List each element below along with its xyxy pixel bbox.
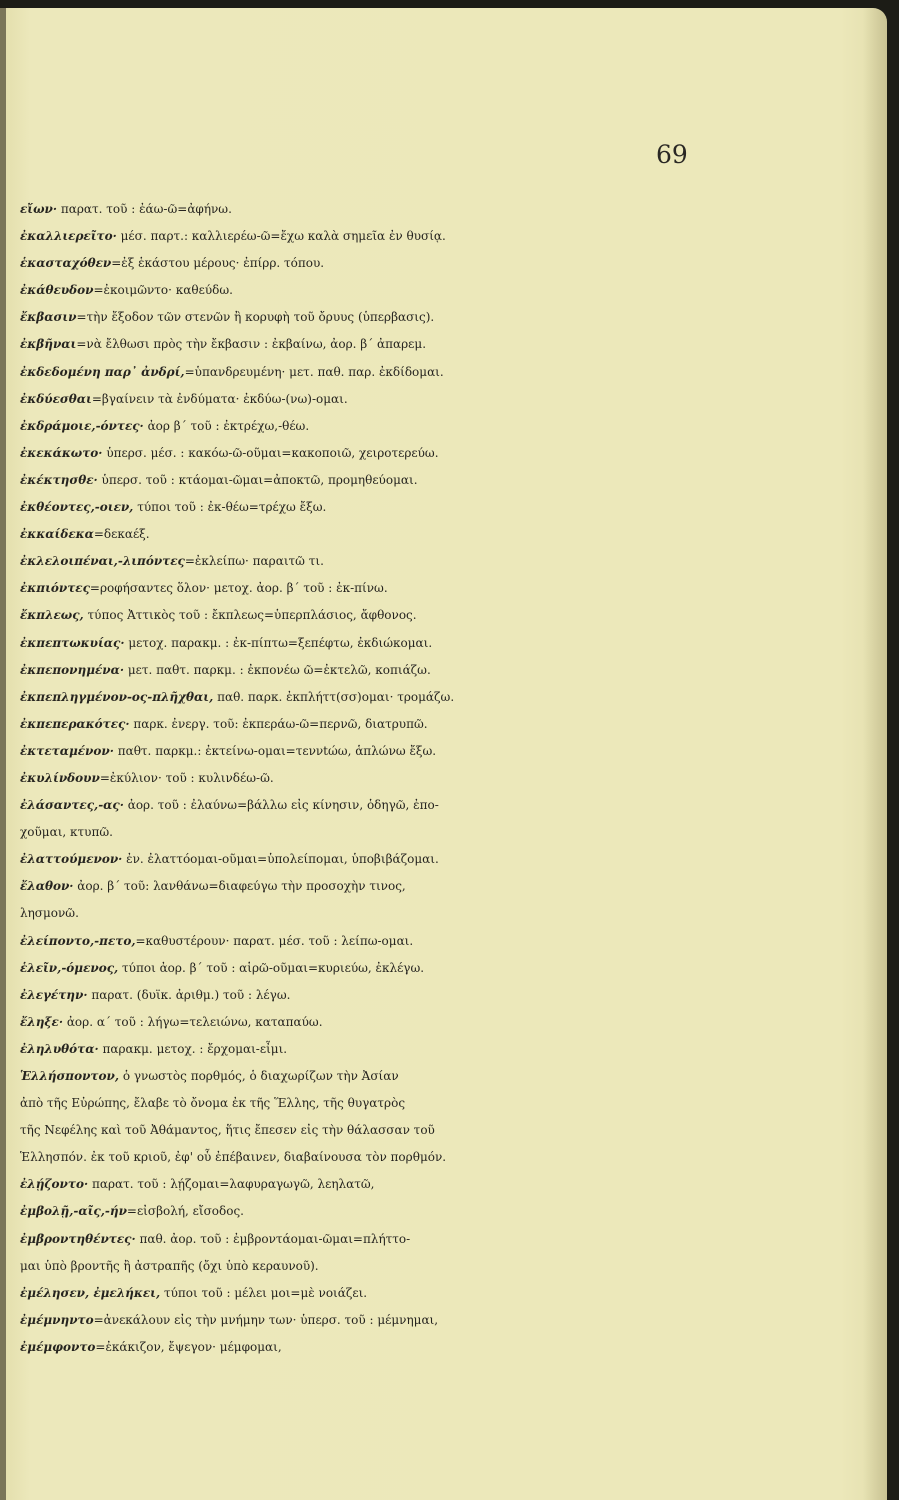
entry-definition: μαι ὑπὸ βροντῆς ἢ ἀστραπῆς (ὄχι ὑπὸ κεραυνοῦ). [20,1258,319,1273]
glossary-line [20,304,780,331]
entry-headword: ἑλεῖν,-όμενος, [20,960,119,975]
entry-headword: ἐκπεπτωκυίας· [20,635,125,650]
glossary-line [20,331,780,358]
glossary-line [20,1090,780,1117]
glossary-line [20,928,780,955]
entry-headword: ἐκάθευδον [20,283,94,298]
glossary-line [20,657,780,684]
entry-headword: ἐκδύεσθαι [20,391,92,406]
entry-headword: ἔκβασιν [20,310,77,325]
glossary-line [20,1253,780,1280]
glossary-line [20,738,780,765]
entry-headword: ἐκδράμοιε,-όντες· [20,418,144,433]
entry-definition: παρατ. τοῦ : λῄζομαι=λαφυραγωγῶ, λεηλατῶ, [88,1177,375,1192]
glossary-line [20,196,780,223]
glossary-line [20,1171,780,1198]
entry-headword: ἐκεκάκωτο· [20,445,103,460]
entry-headword: ἐλῄζοντο· [20,1177,89,1192]
entry-definition: ἀορ. τοῦ : ἐλαύνω=βάλλω εἰς κίνησιν, ὁδηγῶ, ἐπο- [123,798,439,813]
glossary-line [20,1307,780,1334]
book-page [0,8,887,1500]
glossary-line [20,521,780,548]
entry-headword: ἐκλελοιπέναι,-λιπόντες [20,554,185,569]
glossary-line [20,819,780,846]
entry-headword: ἐμέμφοντο [20,1339,96,1354]
entry-definition: =βγαίνειν τὰ ἐνδύματα· ἐκδύω-(νω)-ομαι. [91,391,348,406]
glossary-line [20,846,780,873]
glossary-line [20,467,780,494]
glossary-line [20,1036,780,1063]
entry-headword: ἑκασταχόθεν [20,256,112,271]
glossary-line [20,1063,780,1090]
entry-definition: =ἐξ ἑκάστου μέρους· ἐπίρρ. τόπου. [111,256,325,271]
entry-definition: παθτ. παρκμ.: ἐκτείνω-ομαι=τεννtώω, ἁπλώνω ἔξω. [113,743,437,758]
entry-definition: =ὑπανδρευμένη· μετ. παθ. παρ. ἐκδίδομαι. [184,364,444,379]
entry-definition: παρακμ. μετοχ. : ἔρχομαι-εἶμι. [98,1041,288,1056]
entry-definition: =ἐκλείπω· παραιτῶ τι. [184,554,324,569]
entry-definition: τύποι τοῦ : ἐκ-θέω=τρέχω ἔξω. [133,500,327,515]
glossary-line [20,1226,780,1253]
entry-definition: =εἰσβολή, εἴσοδος. [126,1204,244,1219]
entry-headword: ἐληλυθότα· [20,1041,99,1056]
glossary-line [20,1334,780,1361]
entry-definition: παρατ. τοῦ : ἐάω-ῶ=ἀφήνω. [57,202,232,216]
glossary-line [20,630,780,657]
glossary-line [20,494,780,521]
glossary-line [20,1144,780,1171]
glossary-line [20,548,780,575]
glossary-line [20,602,780,629]
entry-definition: παρκ. ἐνεργ. τοῦ: ἐκπεράω-ῶ=περνῶ, διατρυπῶ. [129,716,428,731]
entry-definition: ἐν. ἐλαττόομαι-οῦμαι=ὑπολείπομαι, ὑποβιβάζομαι. [122,852,439,867]
entry-headword: ἐμβροντηθέντες· [20,1231,136,1246]
glossary-line [20,1117,780,1144]
entry-headword: ἐλεγέτην· [20,987,88,1002]
entry-headword: ἐκπεπερακότες· [20,716,130,731]
glossary-line [20,955,780,982]
glossary-line [20,684,780,711]
entry-headword: ἐκπεπονημένα· [20,662,125,677]
entry-definition: ἀπὸ τῆς Εὐρώπης, ἔλαβε τὸ ὄνομα ἐκ τῆς Ἕλλης, τῆς θυγατρὸς [20,1096,406,1111]
entry-headword: ἐμέλησεν, ἐμελήκει, [20,1285,161,1300]
entry-headword: ἐμέμνηντο [20,1312,94,1327]
glossary-line [20,873,780,900]
entry-headword: ἐκτεταμένον· [20,743,114,758]
entry-definition: ἀορ. α΄ τοῦ : λήγω=τελειώνω, καταπαύω. [63,1014,323,1029]
entry-definition: λησμονῶ. [20,906,79,921]
entry-headword: ἐκέκτησθε· [20,472,98,487]
glossary-line [20,440,780,467]
glossary-line [20,765,780,792]
entry-headword: ἐκυλίνδουν [20,770,100,785]
entry-definition: =δεκαέξ. [93,527,150,542]
glossary-line [20,575,780,602]
entry-headword: ἐμβολῇ,-αῖς,-ήν [20,1204,127,1219]
entry-definition: μέσ. παρτ.: καλλιερέω-ῶ=ἔχω καλὰ σημεῖα ἐν θυσίᾳ. [116,229,446,244]
glossary-line [20,982,780,1009]
entry-definition: τύπος Ἀττικὸς τοῦ : ἔκπλεως=ὑπερπλάσιος, ἄφθονος. [83,608,417,623]
entry-headword: ἐλαττούμενον· [20,852,123,867]
entry-definition: =ἐκάκιζον, ἔψεγον· μέμφομαι, [95,1339,282,1354]
entry-definition: ὑπερσ. τοῦ : κτάομαι-ῶμαι=ἀποκτῶ, προμηθεύομαι. [97,472,418,487]
entry-headword: ἔκπλεως, [20,608,84,623]
entry-headword: Ἑλλήσποντον, [20,1069,119,1083]
entry-headword: ἐκκαίδεκα [20,527,94,542]
entry-definition: τύποι ἀορ. β΄ τοῦ : αἱρῶ-οῦμαι=κυριεύω, ἐκλέγω. [118,960,425,975]
entry-definition: =καθυστέρουν· παρατ. μέσ. τοῦ : λείπω-ομαι. [135,933,414,948]
entry-headword: ἔληξε· [20,1014,64,1029]
entry-definition: παρατ. (δυϊκ. ἀριθμ.) τοῦ : λέγω. [87,987,291,1002]
entry-headword: ἐκπιόντες [20,581,90,596]
glossary-line [20,1280,780,1307]
entry-definition: ὑπερσ. μέσ. : κακόω-ῶ-οῦμαι=κακοποιῶ, χειροτερεύω. [102,445,439,460]
entry-definition: =τὴν ἔξοδον τῶν στενῶν ἢ κορυφὴ τοῦ ὄρυυς (ὑπερβασις). [76,310,435,325]
entry-headword: ἐκπεπληγμένον-ος-πλῆχθαι, [20,689,214,704]
glossary-line [20,223,780,250]
glossary-line [20,359,780,386]
glossary-line [20,1198,780,1225]
entry-definition: ἀορ. β΄ τοῦ: λανθάνω=διαφεύγω τὴν προσοχὴν τινος, [73,879,406,894]
entry-definition: =ἐκύλιον· τοῦ : κυλινδέω-ῶ. [99,770,274,785]
entry-headword: ἔλαθον· [20,879,74,894]
entry-definition: μετοχ. παρακμ. : ἐκ-πίπτω=ξεπέφτω, ἐκδιώκομαι. [124,635,433,650]
entry-headword: ἐκδεδομένη παρ᾽ ἀνδρί, [20,364,185,379]
entry-headword: ἐκθέοντες,-οιεν, [20,500,134,515]
glossary-line [20,250,780,277]
entry-headword: ἐκβῆναι [20,337,77,352]
glossary-line [20,1009,780,1036]
glossary-line [20,413,780,440]
entry-definition: τῆς Νεφέλης καὶ τοῦ Ἀθάμαντος, ἥτις ἔπεσεν εἰς τὴν θάλασσαν τοῦ [20,1123,435,1138]
entry-definition: χοῦμαι, κτυπῶ. [20,825,113,840]
page-number: 69 [656,140,688,169]
entry-definition: παθ. ἀορ. τοῦ : ἐμβροντάομαι-ῶμαι=πλήττο- [135,1231,411,1246]
entry-definition: ἀορ β΄ τοῦ : ἐκτρέχω,-θέω. [143,418,310,433]
entry-definition: =ἀνεκάλουν εἰς τὴν μνήμην των· ὑπερσ. τοῦ : μέμνημαι, [93,1312,439,1327]
page-edge-shadow [863,8,887,1500]
entry-definition: τύποι τοῦ : μέλει μοι=μὲ νοιάζει. [160,1285,368,1300]
page-gutter [0,8,6,1500]
glossary-line [20,277,780,304]
entry-definition: μετ. παθτ. παρκμ. : ἐκπονέω ῶ=ἐκτελῶ, κοπιάζω. [124,662,431,677]
entry-definition: =ἐκοιμῶντο· καθεύδω. [93,283,233,298]
glossary-line [20,792,780,819]
entry-headword: ἐκαλλιερεῖτο· [20,229,117,244]
entry-definition: =ροφήσαντες ὅλον· μετοχ. ἀορ. β΄ τοῦ : ἐκ-πίνω. [89,581,388,596]
entry-definition: Ἑλλησπόν. ἐκ τοῦ κριοῦ, ἐφ' οὗ ἐπέβαινεν, διαβαίνουσα τὸν πορθμόν. [20,1150,447,1165]
glossary-line [20,386,780,413]
entry-headword: ἐλάσαντες,-ας· [20,798,124,813]
entry-headword: εἴων· [20,202,58,216]
glossary-line [20,711,780,738]
entry-definition: ὁ γνωστὸς πορθμός, ὁ διαχωρίζων τὴν Ἀσίαν [119,1069,399,1083]
entry-definition: παθ. παρκ. ἐκπλήττ(σσ)ομαι· τρομάζω. [213,689,455,704]
entry-definition: =νὰ ἔλθωσι πρὸς τὴν ἔκβασιν : ἐκβαίνω, ἀορ. β΄ ἀπαρεμ. [76,337,427,352]
entry-headword: ἐλείποντο,-πετο, [20,933,136,948]
glossary-line [20,900,780,927]
glossary-entries [20,196,780,1361]
